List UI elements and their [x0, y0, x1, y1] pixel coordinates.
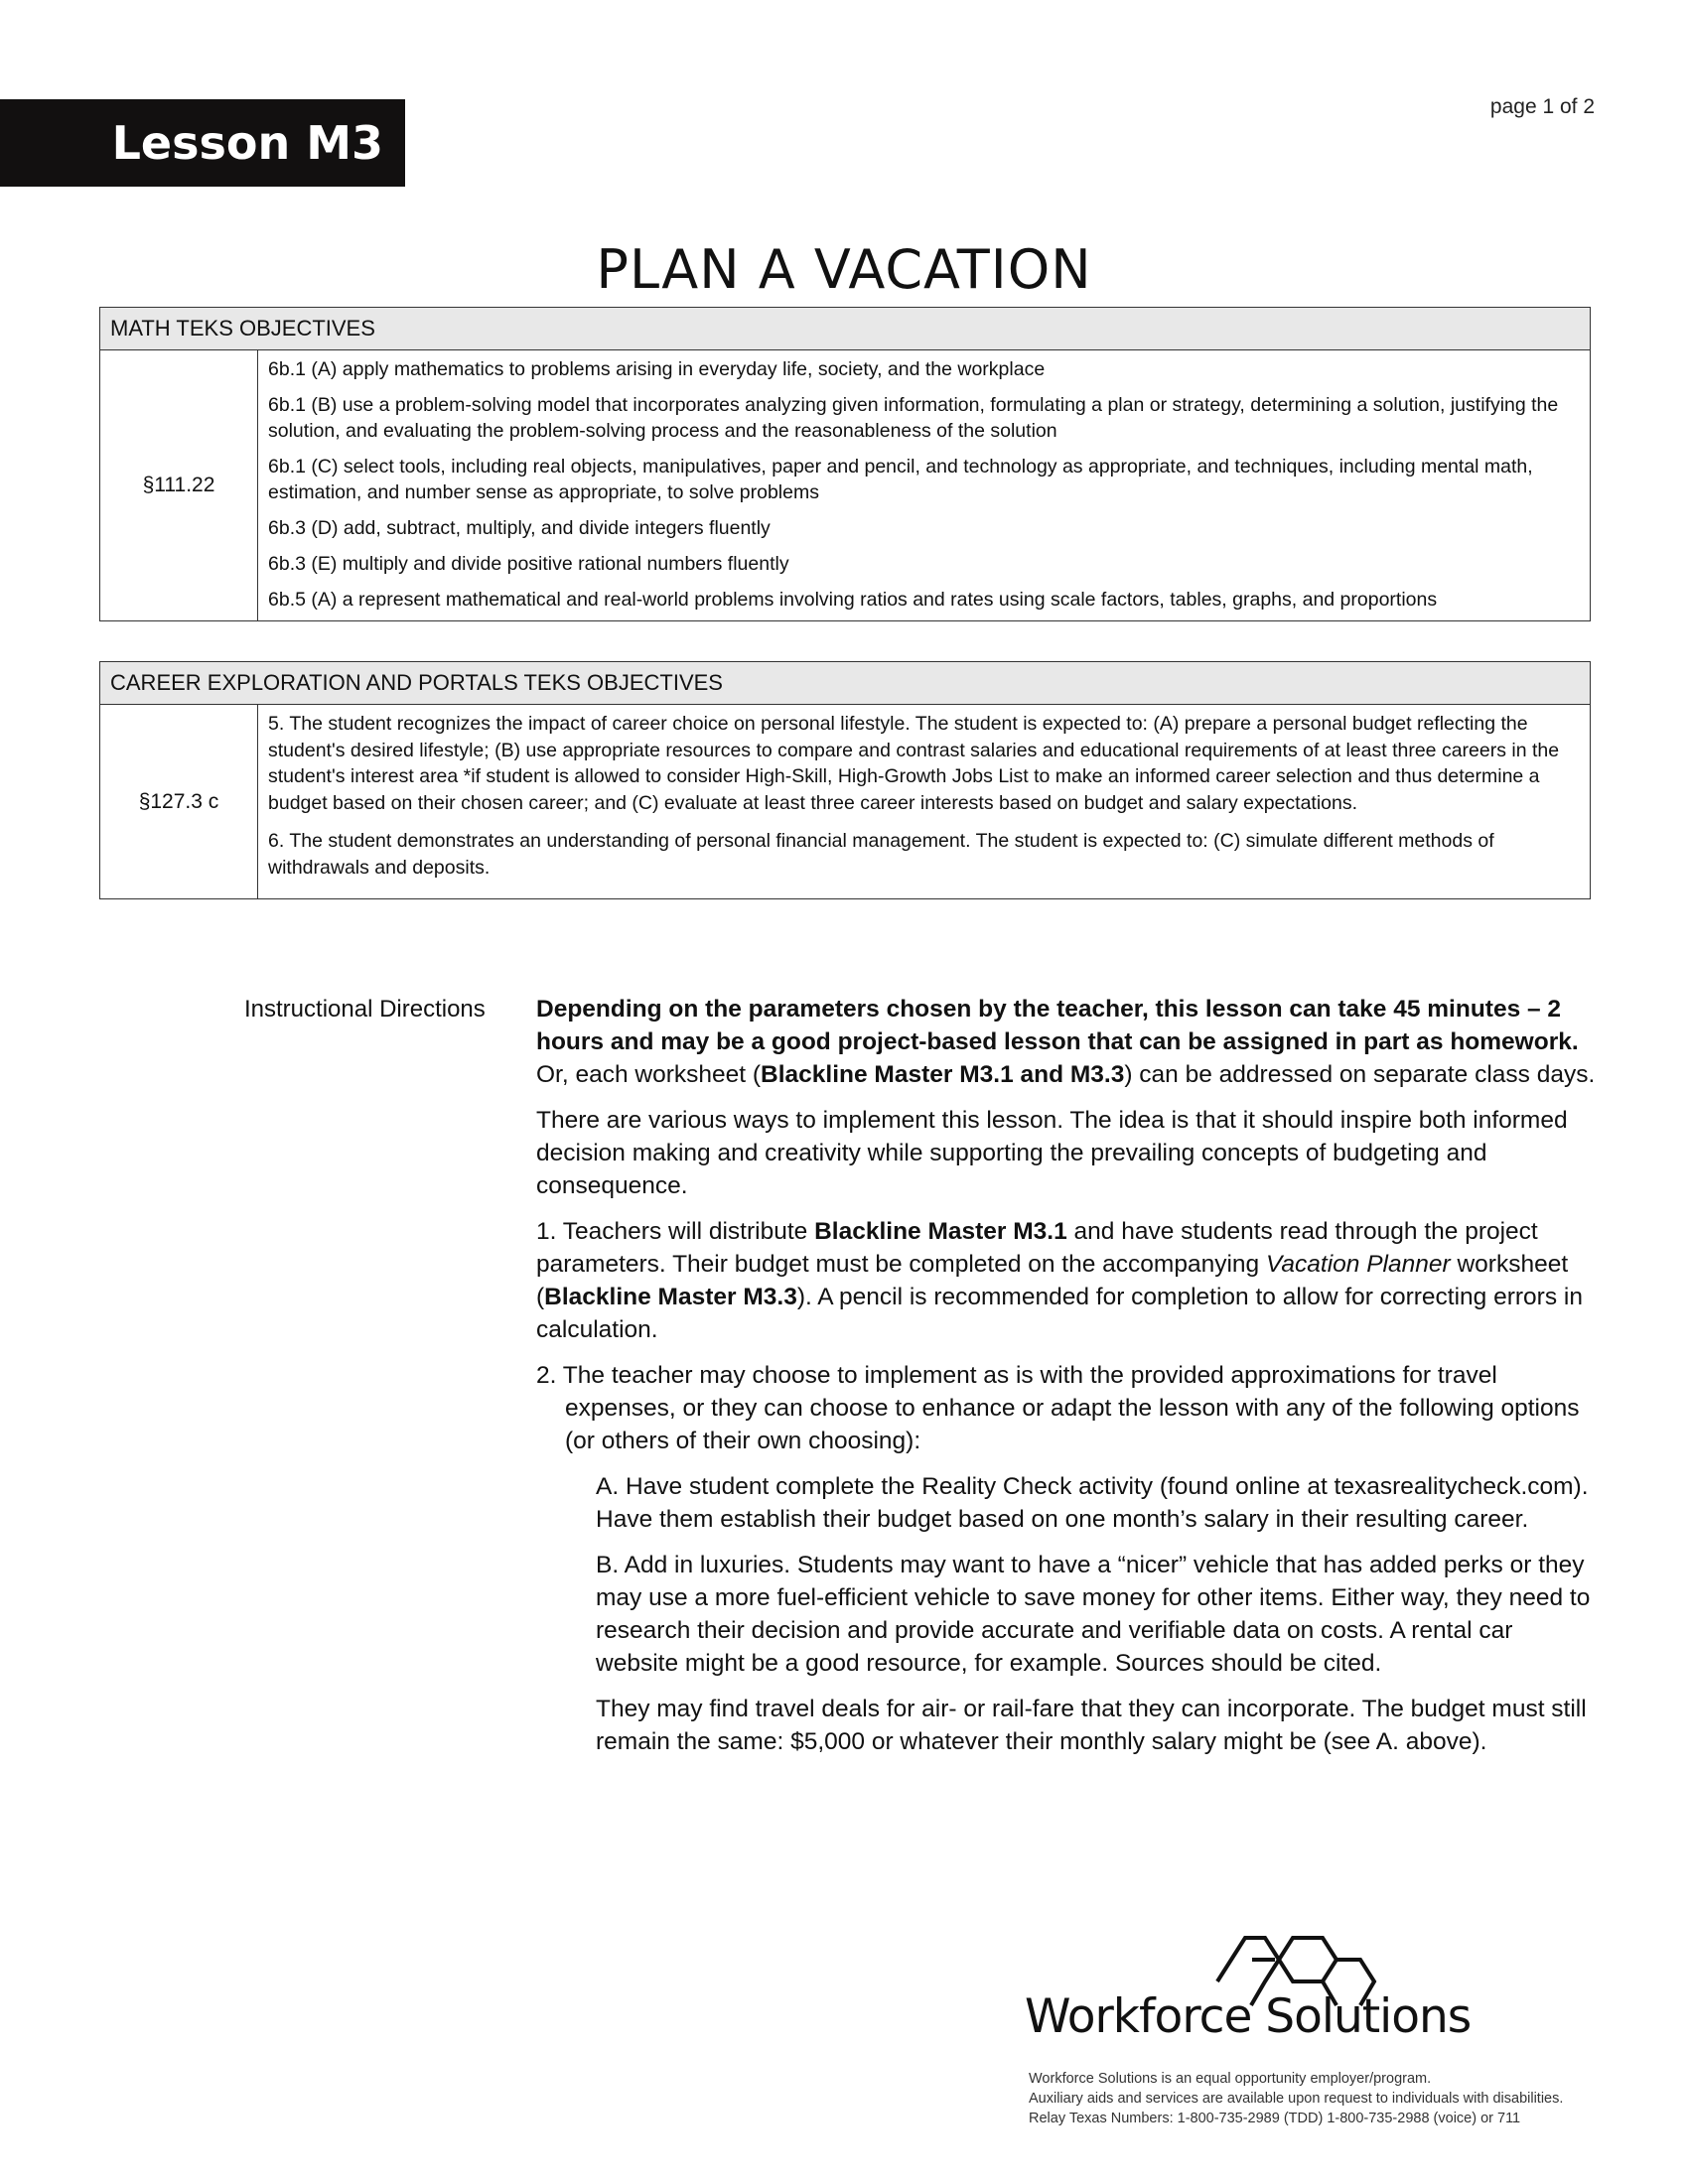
objective-item: 6b.5 (A) a represent mathematical and real-world problems involving ratios and rates using scale factors, tables, graphs, and proportions	[268, 589, 1438, 611]
workforce-solutions-wordmark: Workforce Solutions	[1025, 1989, 1472, 2044]
directions-text: 1. Teachers will distribute	[536, 1218, 815, 1245]
directions-paragraph: 2. The teacher may choose to implement as is with the provided approximations for travel expenses, or they can choose to enhance or adapt the lesson with any of the following options (or others of their own choosing):	[536, 1362, 1580, 1454]
math-teks-table	[99, 307, 1591, 621]
career-teks-items	[258, 705, 1591, 899]
directions-bold-text: Blackline Master M3.3	[544, 1284, 797, 1310]
footer-line: Relay Texas Numbers: 1-800-735-2989 (TDD) 1-800-735-2988 (voice) or 711	[1029, 2111, 1521, 2126]
math-teks-heading: MATH TEKS OBJECTIVES	[100, 308, 1591, 350]
directions-text: ) can be addressed on separate class days.	[1124, 1061, 1596, 1088]
directions-paragraph	[536, 993, 1599, 1091]
directions-bold-text: Blackline Master M3.1 and M3.3	[761, 1061, 1125, 1088]
instructional-directions-body	[536, 993, 1599, 1771]
career-teks-heading: CAREER EXPLORATION AND PORTALS TEKS OBJECTIVES	[100, 662, 1591, 705]
directions-option: They may find travel deals for air- or rail-fare that they can incorporate. The budget must still remain the same: $5,000 or whatever their monthly salary might be (see A. above).	[596, 1696, 1587, 1755]
objective-item: 6b.1 (C) select tools, including real objects, manipulatives, paper and pencil, and technology as appropriate, and techniques, including mental math, estimation, and number sense as appropriate, to solve problems	[268, 456, 1533, 503]
footer-notice	[1029, 2069, 1563, 2128]
objective-item: 5. The student recognizes the impact of career choice on personal lifestyle. The student is expected to: (A) prepare a personal budget reflecting the student's desired lifestyle; (B) use appropriate resources to compare and contrast salaries and educational requirements of at least three careers in the student's interest area *if student is allowed to consider High-Skill, High-Growth Jobs List to make an informed career selection and thus determine a budget based on their chosen career; and (C) evaluate at least three career interests based on budget and salary expectations.	[268, 713, 1560, 814]
directions-bold-text: Depending on the parameters chosen by the teacher, this lesson can take 45 minutes – 2 hours and may be a good project-based lesson that can be assigned in part as homework.	[536, 996, 1579, 1055]
footer-line: Workforce Solutions is an equal opportunity employer/program.	[1029, 2071, 1432, 2087]
objective-item: 6b.1 (A) apply mathematics to problems arising in everyday life, society, and the workplace	[268, 358, 1046, 380]
directions-paragraph	[536, 1215, 1599, 1346]
directions-text: and have students read through the project parameters. Their budget must be completed on the accompanying	[536, 1218, 1538, 1278]
objective-item: 6. The student demonstrates an understanding of personal financial management. The student is expected to: (C) simulate different methods of withdrawals and deposits.	[268, 830, 1494, 879]
math-teks-items	[258, 350, 1591, 621]
career-teks-table	[99, 661, 1591, 899]
directions-bold-text: Blackline Master M3.1	[814, 1218, 1067, 1245]
instructional-directions-label: Instructional Directions	[244, 996, 486, 1023]
objective-item: 6b.1 (B) use a problem-solving model that incorporates analyzing given information, formulating a plan or strategy, determining a solution, justifying the solution, and evaluating the problem-solving process and the reasonableness of the solution	[268, 394, 1559, 442]
page-title: PLAN A VACATION	[596, 238, 1092, 301]
objective-item: 6b.3 (E) multiply and divide positive rational numbers fluently	[268, 553, 789, 575]
directions-text: worksheet (	[536, 1251, 1569, 1310]
lesson-label: Lesson M3	[0, 99, 405, 187]
page-indicator: page 1 of 2	[1489, 95, 1595, 118]
directions-paragraph: There are various ways to implement this lesson. The idea is that it should inspire both informed decision making and creativity while supporting the prevailing concepts of budgeting and consequence.	[536, 1107, 1568, 1199]
directions-option: A. Have student complete the Reality Check activity (found online at texasrealitycheck.com). Have them establish their budget based on one month’s salary in their resulting career.	[596, 1473, 1589, 1533]
objective-item: 6b.3 (D) add, subtract, multiply, and divide integers fluently	[268, 517, 771, 539]
directions-text: ). A pencil is recommended for completion to allow for correcting errors in calculation.	[536, 1284, 1583, 1343]
career-teks-code: §127.3 c	[100, 705, 258, 899]
directions-option: B. Add in luxuries. Students may want to have a “nicer” vehicle that has added perks or they may use a more fuel-efficient vehicle to save money for other items. Either way, they need to research their decision and provide accurate and verifiable data on costs. A rental car website might be a good resource, for example. Sources should be cited.	[596, 1552, 1591, 1677]
directions-italic-text: Vacation Planner	[1265, 1251, 1451, 1278]
math-teks-code: §111.22	[100, 350, 258, 621]
directions-text: Or, each worksheet (	[536, 1061, 762, 1088]
footer-line: Auxiliary aids and services are available upon request to individuals with disabilities.	[1029, 2091, 1564, 2107]
